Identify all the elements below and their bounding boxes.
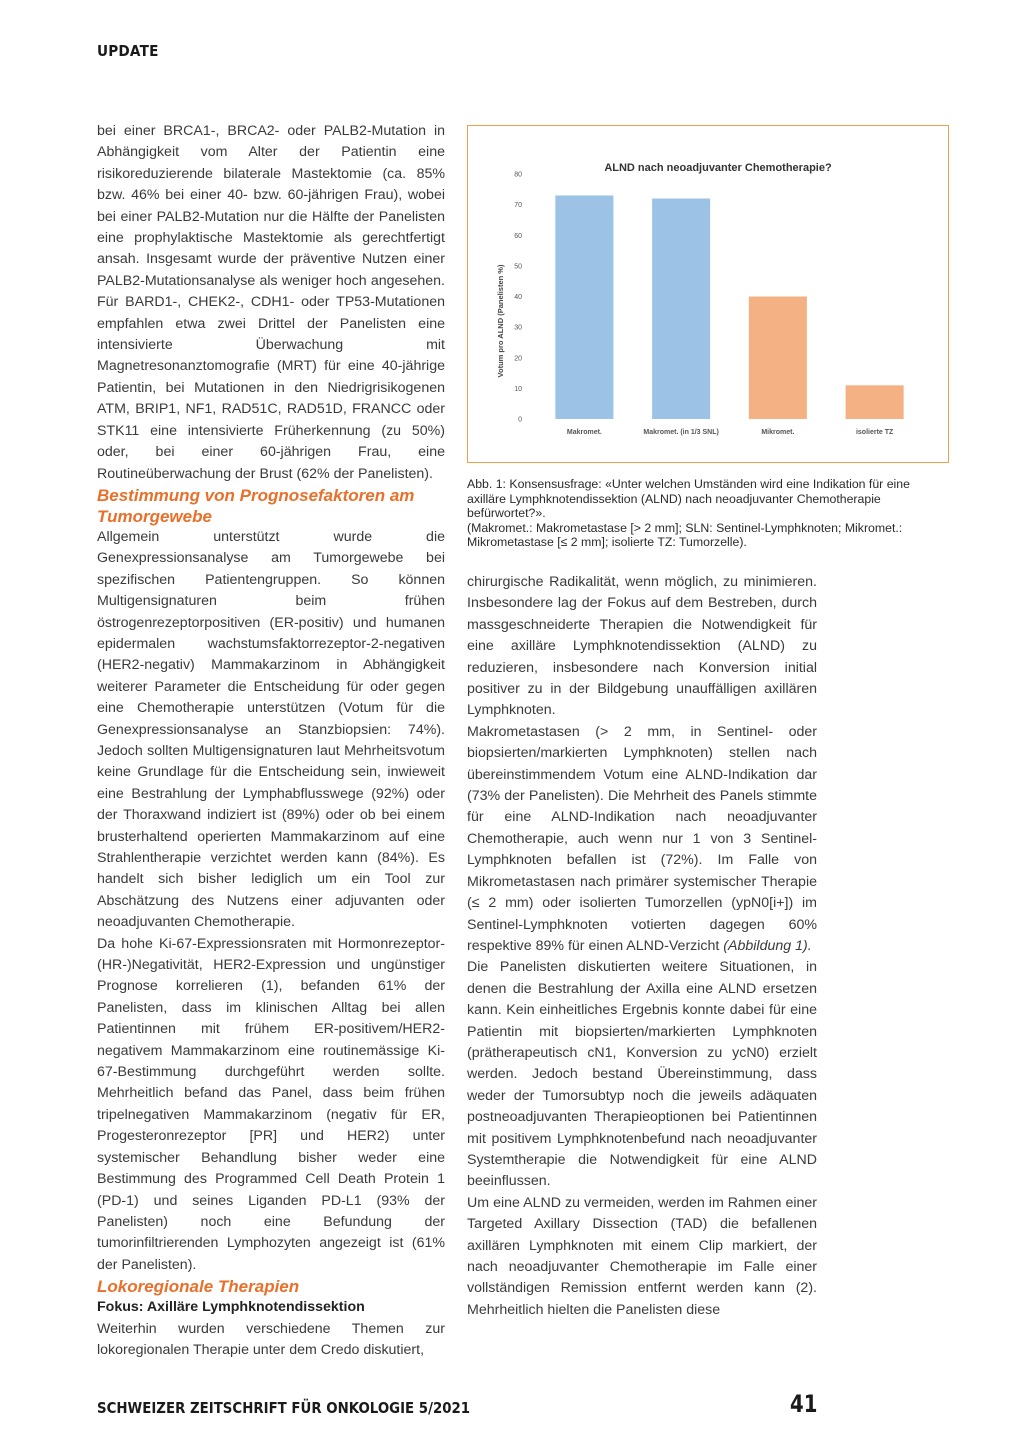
chart-title: ALND nach neoadjuvanter Chemotherapie?	[604, 162, 832, 174]
y-tick-label: 30	[514, 324, 522, 332]
figure-reference: (Abbildung 1).	[723, 937, 812, 954]
bar	[652, 199, 710, 420]
paragraph: bei einer BRCA1-, BRCA2- oder PALB2-Mutation in Abhängigkeit vom Alter der Patientin eine risikoreduzierende bilaterale Mastektomie (ca. 85% bzw. 46% bei einer 40- bzw. 60-jährigen Frau), wobei bei einer PALB2-Mutation nur die Hälfte der Panelisten eine prophylaktische Mastektomie als gerechtfertigt ansah. Insgesamt wurde der präventive Nutzen einer PALB2-Mutationsanalyse als weniger hoch angesehen. Für BARD1-, CHEK2-, CDH1- oder TP53-Mutationen empfahlen etwa zwei Drittel der Panelisten eine intensivierte Überwachung mit Magnetresonanztomografie (MRT) für eine 40-jährige Patientin, bei Mutationen in den Niedrigrisikogenen ATM, BRIP1, NF1, RAD51C, RAD51D, FRANCC oder STK11 eine intensivierte Früherkennung (zu 50%) oder, bei einer 60-jährigen Frau, eine Routineüberwachung der Brust (62% der Panelisten).	[97, 123, 445, 482]
subheading-axillaere-lymphknotendissektion: Fokus: Axilläre Lymphknotendissektion	[97, 1299, 365, 1316]
caption-abbreviations: (Makromet.: Makrometastase [> 2 mm]; SLN: Sentinel-Lymphknoten; Mikromet.: Mikrometastase [≤ 2 mm]; isolierte TZ: Tumorzelle).	[467, 520, 903, 550]
bar	[555, 195, 613, 419]
x-tick-label: isolierte TZ	[855, 429, 894, 436]
paragraph: Weiterhin wurden verschiedene Themen zur lokoregionalen Therapie unter dem Credo diskutiert,	[97, 1320, 445, 1358]
right-column	[467, 572, 817, 1321]
caption-text: Abb. 1: Konsensusfrage: «Unter welchen Umständen wird eine Indikation für eine axilläre Lymphknotendissektion (ALND) nach neoadjuvanter Chemotherapie befürwortet?».	[467, 477, 910, 521]
y-tick-label: 40	[514, 294, 522, 301]
y-tick-label: 20	[514, 355, 522, 363]
footer-journal-title: SCHWEIZER ZEITSCHRIFT FÜR ONKOLOGIE 5/2021	[97, 1399, 471, 1417]
figure-caption	[467, 477, 949, 550]
paragraph: Allgemein unterstützt wurde die Genexpressionsanalyse am Tumorgewebe bei spezifischen Patientengruppen. So können Multigensignaturen beim frühen östrogenrezeptorpositiven (ER-positiv) und humanen epidermalen wachstumsfaktorrezeptor-2-negativen (HER2-negativ) Mammakarzinom in Abhängigkeit weiterer Parameter die Entscheidung für oder gegen eine Chemotherapie unterstützen (Votum für die Genexpressionsanalyse an Stanzbiopsien: 74%). Jedoch sollten Multigensignaturen laut Mehrheitsvotum keine Grundlage für die Entscheidung sein, inwieweit eine Bestrahlung der Lymphabflusswege (92%) oder der Thoraxwand indiziert ist (89%) oder ob bei einem brusterhaltend operierten Mammakarzinom auf eine Strahlentherapie verzichtet werden kann (84%). Es handelt sich bisher lediglich um ein Tool zur Abschätzung des Nutzens einer adjuvanten oder neoadjuvanten Chemotherapie.	[97, 528, 445, 931]
bar	[846, 385, 904, 419]
x-tick-label: Makromet. (in 1/3 SNL)	[643, 429, 719, 436]
y-tick-label: 0	[518, 416, 522, 424]
y-tick-label: 50	[514, 263, 522, 271]
section-label: UPDATE	[97, 42, 159, 60]
paragraph-text: Makrometastasen (> 2 mm, in Sentinel- oder biopsierten/markierten Lymphknoten) stellen nach übereinstimmendem Votum eine ALND-Indikation dar (73% der Panelisten). Die Mehrheit des Panels stimmte für eine ALND-Indikation nach neoadjuvanter Chemotherapie, auch wenn nur 1 von 3 Sentinel-Lymphknoten befallen ist (72%). Im Falle von Mikrometastasen nach primärer systemischer Therapie (≤ 2 mm) oder isolierten Tumorzellen (ypN0[i+]) im Sentinel-Lymphknoten votierten dagegen 60% respektive 89% für einen ALND-Verzicht	[467, 723, 817, 954]
chart-y-axis-label: Votum pro ALND (Panelisten %)	[496, 264, 505, 378]
figure-frame	[467, 125, 949, 463]
bar	[749, 297, 807, 420]
bar-chart	[468, 126, 947, 461]
page-number: 41	[789, 1390, 817, 1418]
x-tick-label: Makromet.	[566, 429, 602, 436]
section-heading-lokoregionale-therapien: Lokoregionale Therapien	[97, 1277, 300, 1297]
section-heading-prognosefaktoren: Bestimmung von Prognosefaktoren am Tumorgewebe	[97, 485, 415, 526]
y-tick-label: 60	[514, 232, 522, 240]
x-tick-label: Mikromet.	[761, 429, 795, 436]
paragraph: Da hohe Ki-67-Expressionsraten mit Hormonrezeptor-(HR-)Negativität, HER2-Expression und ungünstiger Prognose korrelieren (1), befanden 61% der Panelisten, dass im klinischen Alltag bei allen Patientinnen mit frühem ER-positivem/HER2-negativem Mammakarzinom eine routinemässige Ki-67-Bestimmung durchgeführt werden sollte. Mehrheitlich befand das Panel, dass beim frühen tripelnegativen Mammakarzinom (negativ für ER, Progesteronrezeptor [PR] und HER2) unter systemischer Behandlung bisher weder eine Bestimmung des Programmed Cell Death Protein 1 (PD-1) und seines Liganden PD-L1 (93% der Panelisten) noch eine Befundung der tumorinfiltrierenden Lymphozyten angezeigt ist (61% der Panelisten).	[97, 935, 445, 1273]
y-tick-label: 70	[514, 202, 522, 210]
y-tick-label: 10	[514, 385, 522, 393]
paragraph: Die Panelisten diskutierten weitere Situationen, in denen die Bestrahlung der Axilla eine ALND ersetzen kann. Kein einheitliches Ergebnis konnte dabei für eine Patientin mit biopsierten/markierten Lymphknoten (prätherapeutisch cN1, Konversion zu ycN0) erzielt werden. Jedoch bestand Übereinstimmung, dass weder der Tumorsubtyp noch die jeweils adäquaten postneoadjuvanten Therapieoptionen bei Patientinnen mit positivem Lymphknotenbefund nach neoadjuvanter Systemtherapie die Notwendigkeit für eine ALND beeinflussen.	[467, 959, 817, 1190]
left-column	[97, 121, 445, 1361]
paragraph: Um eine ALND zu vermeiden, werden im Rahmen einer Targeted Axillary Dissection (TAD) die befallenen axillären Lymphknoten mit einem Clip markiert, der nach neoadjuvanter Chemotherapie im Falle einer vollständigen Remission entfernt werden kann (2). Mehrheitlich hielten die Panelisten diese	[467, 1194, 817, 1318]
paragraph	[467, 722, 817, 957]
paragraph: chirurgische Radikalität, wenn möglich, zu minimieren. Insbesondere lag der Fokus auf dem Bestreben, durch massgeschneiderte Therapien die Notwendigkeit für eine axilläre Lymphknotendissektion (ALND) zu reduzieren, insbesondere nach Konversion initial positiver zu in der Bildgebung unauffälligen axillären Lymphknoten.	[467, 574, 817, 719]
y-tick-label: 80	[514, 171, 522, 179]
